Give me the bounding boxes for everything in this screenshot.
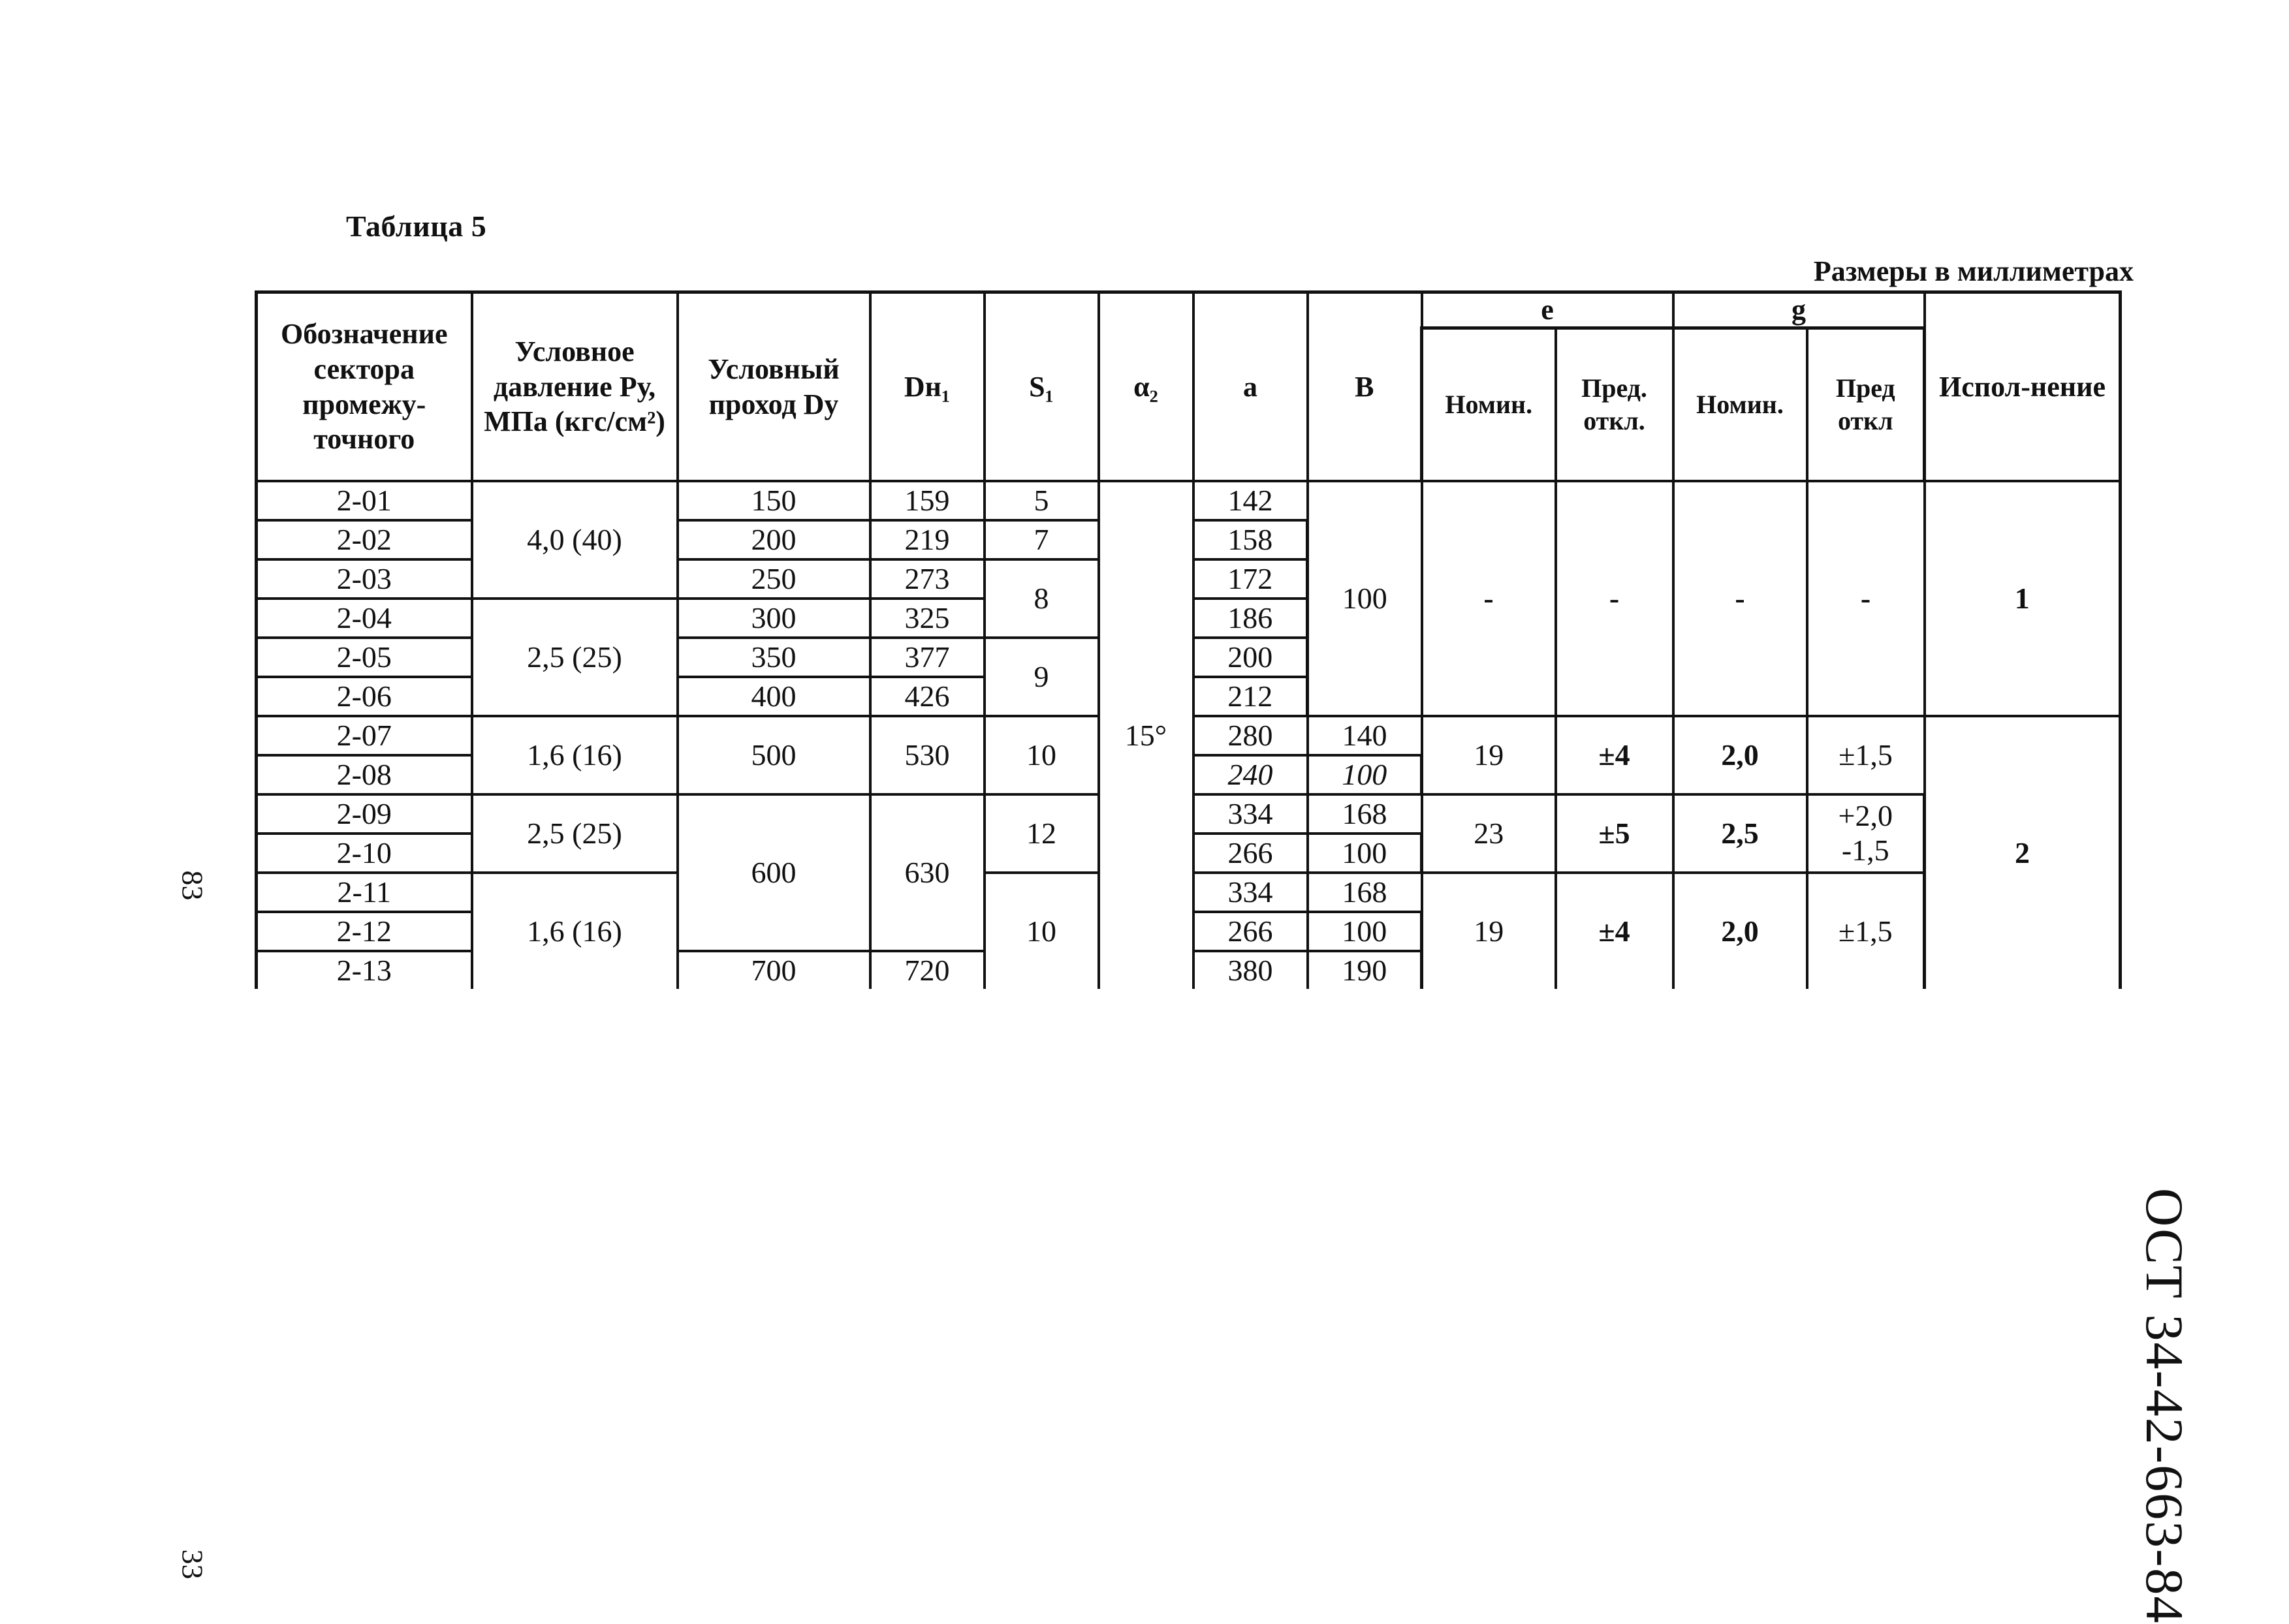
cell-s1: 9 (985, 638, 1099, 716)
document-code-block (2123, 1188, 2194, 1624)
cell-s1: 5 (985, 481, 1099, 520)
cell-g-tolerance: ±1,5 (1807, 873, 1925, 989)
cell-designation: 2-06 (257, 677, 472, 716)
cell-dn1: 325 (870, 599, 985, 638)
cell-dn1: 720 (870, 951, 985, 989)
cell-dn1: 273 (870, 559, 985, 599)
cell-e-tolerance: ±4 (1556, 716, 1673, 794)
cell-g-nominal: 2,0 (1673, 716, 1807, 794)
cell-a: 380 (1193, 951, 1308, 989)
header-g-tolerance: Пред откл (1807, 328, 1925, 482)
cell-a: 334 (1193, 794, 1308, 834)
cell-pressure: 4,0 (40) (472, 481, 678, 599)
cell-e-nominal: 19 (1422, 873, 1556, 989)
cell-designation: 2-09 (257, 794, 472, 834)
cell-dn1: 159 (870, 481, 985, 520)
cell-designation: 2-13 (257, 951, 472, 989)
cell-g-tolerance: ±1,5 (1807, 716, 1925, 794)
cell-e-tolerance: ±5 (1556, 794, 1673, 873)
cell-g-tolerance (1807, 794, 1925, 873)
cell-g-nominal: 2,0 (1673, 873, 1807, 989)
cell-pressure: 2,5 (25) (472, 794, 678, 873)
cell-dy: 350 (678, 638, 870, 677)
cell-designation: 2-11 (257, 873, 472, 912)
spec-table (255, 290, 2122, 989)
header-pressure (472, 292, 678, 482)
cell-s1: 7 (985, 520, 1099, 559)
table-header-row (257, 292, 2121, 328)
cell-b: 100 (1308, 912, 1422, 951)
cell-execution: 1 (1925, 481, 2121, 716)
cell-a: 142 (1193, 481, 1308, 520)
cell-alpha2: 15° (1099, 481, 1193, 989)
cell-dy: 400 (678, 677, 870, 716)
cell-designation: 2-02 (257, 520, 472, 559)
table-caption: Таблица 5 (346, 210, 487, 243)
header-g-group: g (1673, 292, 1925, 328)
cell-s1: 12 (985, 794, 1099, 873)
cell-e-nominal: - (1422, 481, 1556, 716)
header-execution: Испол-нение (1925, 292, 2121, 482)
cell-a: 172 (1193, 559, 1308, 599)
g-tolerance-lower: -1,5 (1841, 834, 1889, 867)
cell-pressure: 1,6 (16) (472, 716, 678, 794)
cell-designation: 2-01 (257, 481, 472, 520)
header-a: a (1193, 292, 1308, 482)
side-page-number: 83 (176, 870, 210, 901)
cell-execution: 2 (1925, 716, 2121, 989)
header-pressure-text: Условное давление Ру, МПа (кгс/см²) (484, 335, 665, 438)
cell-designation: 2-10 (257, 834, 472, 873)
cell-s1: 10 (985, 716, 1099, 794)
cell-designation: 2-08 (257, 755, 472, 794)
cell-dn1: 530 (870, 716, 985, 794)
header-dn1: Dн₁ (870, 292, 985, 482)
cell-e-tolerance: - (1556, 481, 1673, 716)
cell-dy: 700 (678, 951, 870, 989)
header-bore: Условный проход Dy (678, 292, 870, 482)
cell-g-tolerance: - (1807, 481, 1925, 716)
cell-s1: 8 (985, 559, 1099, 638)
cell-designation: 2-07 (257, 716, 472, 755)
cell-e-tolerance: ±4 (1556, 873, 1673, 989)
cell-dy: 200 (678, 520, 870, 559)
cell-dn1: 377 (870, 638, 985, 677)
document-code: ОСТ 34-42-663-84 (2135, 1188, 2194, 1624)
header-alpha2: α₂ (1099, 292, 1193, 482)
cell-dn1: 426 (870, 677, 985, 716)
cell-a: 280 (1193, 716, 1308, 755)
cell-pressure: 1,6 (16) (472, 873, 678, 989)
cell-a: 240 (1193, 755, 1308, 794)
cell-dy: 250 (678, 559, 870, 599)
header-e-group: e (1422, 292, 1673, 328)
cell-b: 190 (1308, 951, 1422, 989)
bottom-page-number: 33 (176, 1549, 210, 1580)
cell-a: 158 (1193, 520, 1308, 559)
cell-dy: 600 (678, 794, 870, 951)
cell-dy: 150 (678, 481, 870, 520)
cell-b: 168 (1308, 873, 1422, 912)
cell-dy: 300 (678, 599, 870, 638)
cell-e-nominal: 23 (1422, 794, 1556, 873)
cell-designation: 2-04 (257, 599, 472, 638)
cell-dy: 500 (678, 716, 870, 794)
g-tolerance-upper: +2,0 (1838, 799, 1893, 833)
header-s1: S₁ (985, 292, 1099, 482)
cell-e-nominal: 19 (1422, 716, 1556, 794)
cell-pressure: 2,5 (25) (472, 599, 678, 716)
units-caption: Размеры в миллиметрах (1813, 255, 2134, 287)
cell-a: 266 (1193, 912, 1308, 951)
header-e-tolerance: Пред. откл. (1556, 328, 1673, 482)
cell-designation: 2-03 (257, 559, 472, 599)
header-designation: Обозначение сектора промежу-точного (257, 292, 472, 482)
cell-b: 168 (1308, 794, 1422, 834)
cell-a: 200 (1193, 638, 1308, 677)
cell-b: 100 (1308, 834, 1422, 873)
cell-s1: 10 (985, 873, 1099, 989)
cell-b: 100 (1308, 755, 1422, 794)
header-g-nominal: Номин. (1673, 328, 1807, 482)
header-b: B (1308, 292, 1422, 482)
table-row (257, 481, 2121, 520)
header-e-nominal: Номин. (1422, 328, 1556, 482)
cell-a: 212 (1193, 677, 1308, 716)
cell-a: 266 (1193, 834, 1308, 873)
cell-dn1: 219 (870, 520, 985, 559)
cell-b: 100 (1308, 481, 1422, 716)
cell-a: 334 (1193, 873, 1308, 912)
cell-a: 186 (1193, 599, 1308, 638)
cell-g-nominal: 2,5 (1673, 794, 1807, 873)
cell-dn1: 630 (870, 794, 985, 951)
cell-b: 140 (1308, 716, 1422, 755)
cell-designation: 2-12 (257, 912, 472, 951)
cell-designation: 2-05 (257, 638, 472, 677)
cell-g-nominal: - (1673, 481, 1807, 716)
